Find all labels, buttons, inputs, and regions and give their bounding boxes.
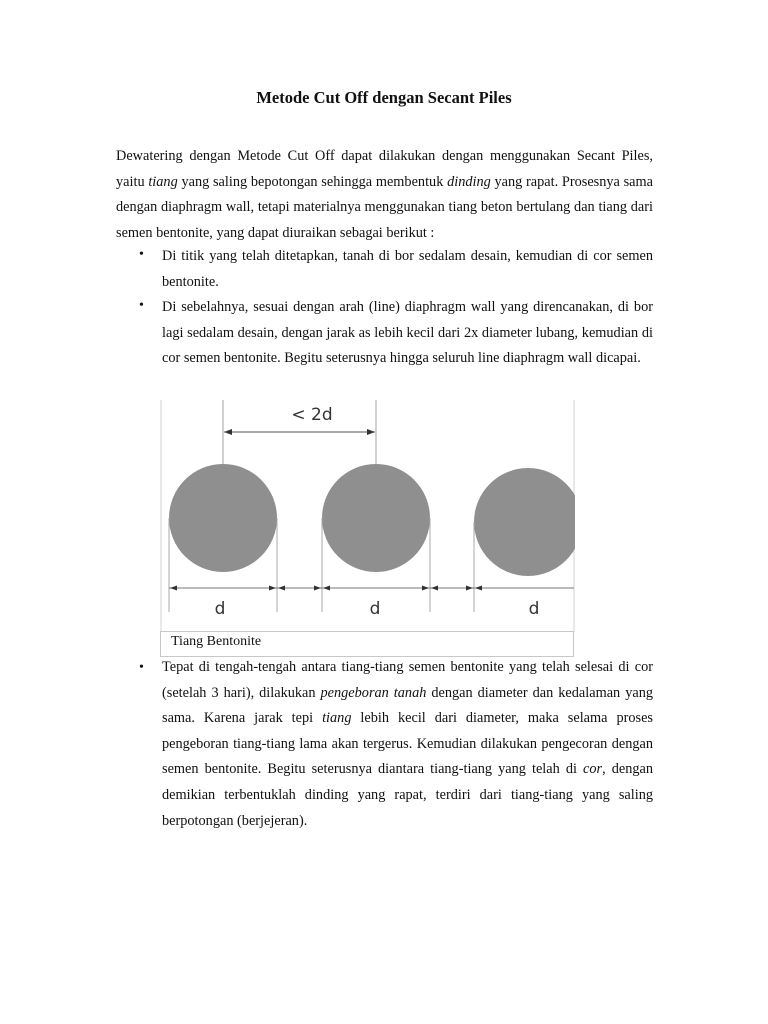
diameter-label-2: d [369,599,381,619]
figure-caption: Tiang Bentonite [171,634,262,649]
diameter-label-1: d [214,599,226,619]
bullet-item-2: Di sebelahnya, sesuai dengan arah (line) diaphragm wall yang direncanakan, di bor lagi sedalam desain, dengan jarak as lebih kecil dari 2x diameter lubang, kemudian di cor semen bentonite. Begitu seterusnya hingga seluruh line diaphragm wall dicapai. [162,299,653,367]
bullet-marker-1: • [139,247,144,262]
pile-diagram [160,400,576,658]
spacing-arrow-left [224,429,232,435]
pile-2 [322,464,430,572]
bullet-3-emphasis-tiang: tiang [322,710,352,727]
bullet-marker-2: • [139,298,144,313]
bullet-3-text-4: , dengan demikian terbentuklah dinding yang rapat, terdiri dari tiang-tiang yang saling berpotongan (berjejeran). [162,761,654,829]
intro-text-2: yang saling bepotongan sehingga membentuk [177,173,448,190]
bullet-3-text-1: Tepat di tengah-tengah antara tiang-tiang semen bentonite yang telah selesai di cor (setelah 3 hari), dilakukan [162,659,653,701]
spacing-label: < 2d [291,405,333,425]
bullet-3-emphasis-pengeboran: pengeboran tanah [320,684,427,701]
figure-caption-box [160,631,574,657]
spacing-arrow-right [367,429,375,435]
pile-1 [169,464,277,572]
intro-emphasis-tiang: tiang [148,173,178,190]
bullet-item-1: Di titik yang telah ditetapkan, tanah di bor sedalam desain, kemudian di cor semen bentonite. [162,248,653,290]
diameter-label-3: d [528,599,540,619]
intro-text-1: Dewatering dengan Metode Cut Off dapat dilakukan dengan menggunakan Secant Piles, yaitu [116,148,653,190]
secant-pile-figure [160,400,576,658]
intro-emphasis-dinding: dinding [447,173,491,190]
intro-text-3: yang rapat. Prosesnya sama dengan diaphragm wall, tetapi materialnya menggunakan tiang beton bertulang dan tiang dari semen bentonite, yang dapat diuraikan sebagai berikut : [116,173,653,241]
bullet-3-emphasis-cor: cor [583,761,603,778]
pile-3 [474,468,576,576]
bullet-marker-3: • [139,660,144,675]
bullet-3-text-3: lebih kecil dari diameter, maka selama proses pengeboran tiang-tiang lama akan tergerus. Kemudian dilakukan pengecoran dengan semen bentonite. Begitu seterusnya diantara tiang-tiang yang telah di [162,710,653,778]
page-title: Metode Cut Off dengan Secant Piles [256,88,512,107]
bullet-item-3 [162,655,653,834]
intro-paragraph [116,144,653,246]
bullet-3-text-2: dengan diameter dan kedalaman yang sama. Karena jarak tepi [162,684,653,727]
